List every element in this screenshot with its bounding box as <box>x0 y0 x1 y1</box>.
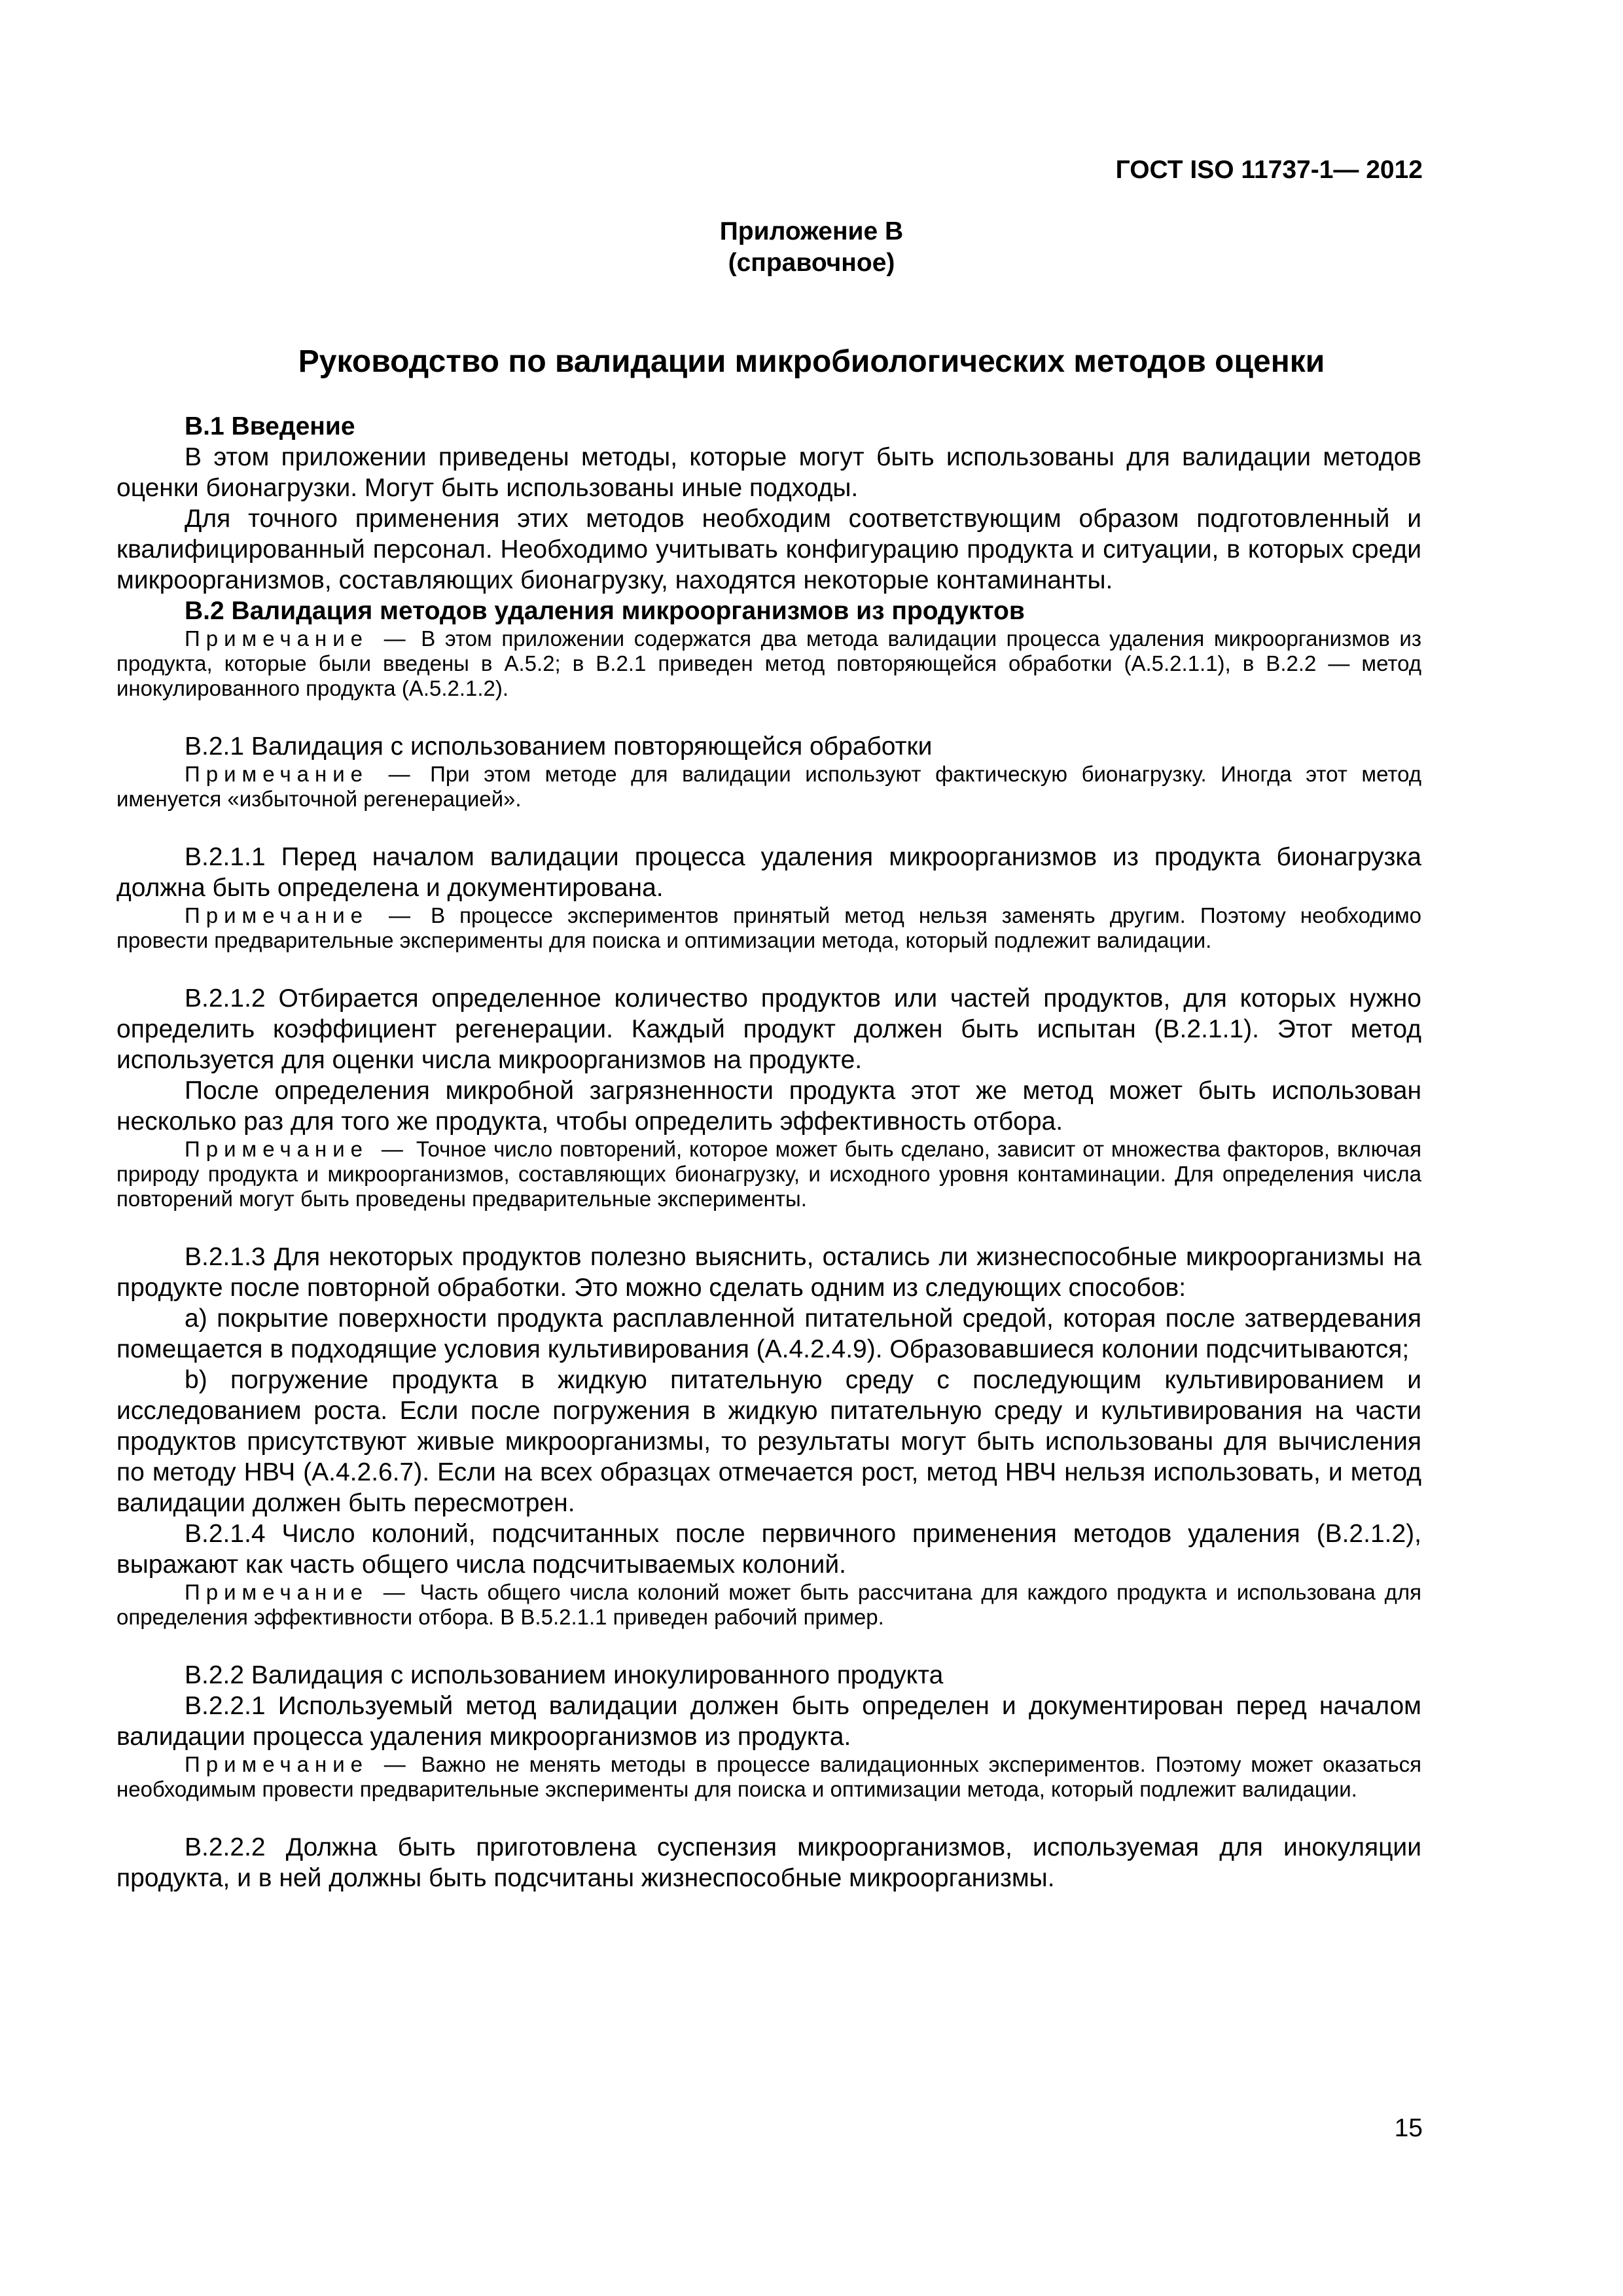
note <box>116 762 1421 812</box>
note <box>116 1137 1421 1211</box>
note <box>116 903 1421 953</box>
subsection-heading-b22: В.2.2 Валидация с использованием инокулированного продукта <box>185 1661 944 1689</box>
appendix-title: Приложение В <box>719 217 904 245</box>
clause-b214: В.2.1.4 Число колоний, подсчитанных после первичного применения методов удаления (В.2.1.2), выражают как часть общего числа подсчитываемых колоний. <box>116 1520 1421 1579</box>
note-text: В процессе экспериментов принятый метод нельзя заменять другим. Поэтому необходимо провести предварительные эксперименты для поиска и оптимизации метода, который подлежит валидации. <box>116 903 1421 952</box>
subsection-heading-b21: В.2.1 Валидация с использованием повторяющейся обработки <box>185 732 933 761</box>
note-text: При этом методе для валидации используют фактическую бионагрузку. Иногда этот метод именуется «избыточной регенерацией». <box>116 762 1421 811</box>
list-item-b: b) погружение продукта в жидкую питательную среду с последующим культивированием и исследованием роста. Если после погружения в жидкую питательную среду и культивирования на части продуктов присутствуют живые микроорганизмы, то результаты могут быть использованы для вычисления по методу НВЧ (А.4.2.6.7). Если на всех образцах отмечается рост, метод НВЧ нельзя использовать, и метод валидации должен быть пересмотрен. <box>116 1366 1421 1517</box>
page-number: 15 <box>1394 2114 1423 2142</box>
note-label: Примечание — <box>185 626 412 651</box>
note-text: Важно не менять методы в процессе валидационных экспериментов. Поэтому может оказаться необходимым провести предварительные эксперименты для поиска и оптимизации метода, который подлежит валидации. <box>116 1752 1422 1801</box>
note-text: Точное число повторений, которое может быть сделано, зависит от множества факторов, включая природу продукта и микроорганизмов, составляющих бионагрузку, и исходного уровня контаминации. Для определения числа повторений могут быть проведены предварительные эксперименты. <box>116 1137 1422 1211</box>
paragraph: В этом приложении приведены методы, которые могут быть использованы для валидации методов оценки бионагрузки. Могут быть использованы иные подходы. <box>116 443 1421 502</box>
note-text: В этом приложении содержатся два метода валидации процесса удаления микроорганизмов из продукта, которые были введены в А.5.2; в В.2.1 приведен метод повторяющейся обработки (А.5.2.1.1), в В.2.2 — метод инокулированного продукта (А.5.2.1.2). <box>116 626 1421 700</box>
note-text: Часть общего числа колоний может быть рассчитана для каждого продукта и использована для определения эффективности отбора. В В.5.2.1.1 приведен рабочий пример. <box>116 1580 1421 1629</box>
paragraph: После определения микробной загрязненности продукта этот же метод может быть использован несколько раз для того же продукта, чтобы определить эффективность отбора. <box>116 1077 1421 1136</box>
page-title: Руководство по валидации микробиологических методов оценки <box>298 344 1325 379</box>
clause-b212: В.2.1.2 Отбирается определенное количество продуктов или частей продуктов, для которых нужно определить коэффициент регенерации. Каждый продукт должен быть испытан (В.2.1.1). Этот метод используется для оценки числа микроорганизмов на продукте. <box>116 984 1421 1074</box>
appendix-heading <box>0 216 1623 279</box>
note-label: Примечание — <box>185 1137 409 1161</box>
section-heading-b1: В.1 Введение <box>185 412 355 440</box>
note-label: Примечание — <box>185 903 417 927</box>
section-heading-b2: В.2 Валидация методов удаления микроорганизмов из продуктов <box>185 597 1025 625</box>
note-label: Примечание — <box>185 1752 412 1776</box>
clause-b213: В.2.1.3 Для некоторых продуктов полезно выяснить, остались ли жизнеспособные микроорганизмы на продукте после повторной обработки. Это можно сделать одним из следующих способов: <box>116 1243 1421 1302</box>
appendix-type: (справочное) <box>728 249 895 277</box>
document-code: ГОСТ ISO 11737-1— 2012 <box>1115 156 1423 184</box>
list-item-a: a) покрытие поверхности продукта расплавленной питательной средой, которая после затвердевания помещается в подходящие условия культивирования (А.4.2.4.9). Образовавшиеся колонии подсчитываются; <box>116 1304 1421 1363</box>
clause-b222: В.2.2.2 Должна быть приготовлена суспензия микроорганизмов, используемая для инокуляции продукта, и в ней должны быть подсчитаны жизнеспособные микроорганизмы. <box>116 1833 1421 1892</box>
note-label: Примечание — <box>185 762 416 786</box>
paragraph: Для точного применения этих методов необходим соответствующим образом подготовленный и квалифицированный персонал. Необходимо учитывать конфигурацию продукта и ситуации, в которых среди микроорганизмов, составляющих бионагрузку, находятся некоторые контаминанты. <box>116 505 1421 594</box>
note <box>116 1752 1421 1802</box>
document-body <box>116 411 1421 1893</box>
note <box>116 626 1421 701</box>
note-label: Примечание — <box>185 1580 411 1604</box>
note <box>116 1580 1421 1630</box>
clause-b221: В.2.2.1 Используемый метод валидации должен быть определен и документирован перед началом валидации процесса удаления микроорганизмов из продукта. <box>116 1692 1421 1751</box>
clause-b211: В.2.1.1 Перед началом валидации процесса удаления микроорганизмов из продукта бионагрузка должна быть определена и документирована. <box>116 843 1421 902</box>
